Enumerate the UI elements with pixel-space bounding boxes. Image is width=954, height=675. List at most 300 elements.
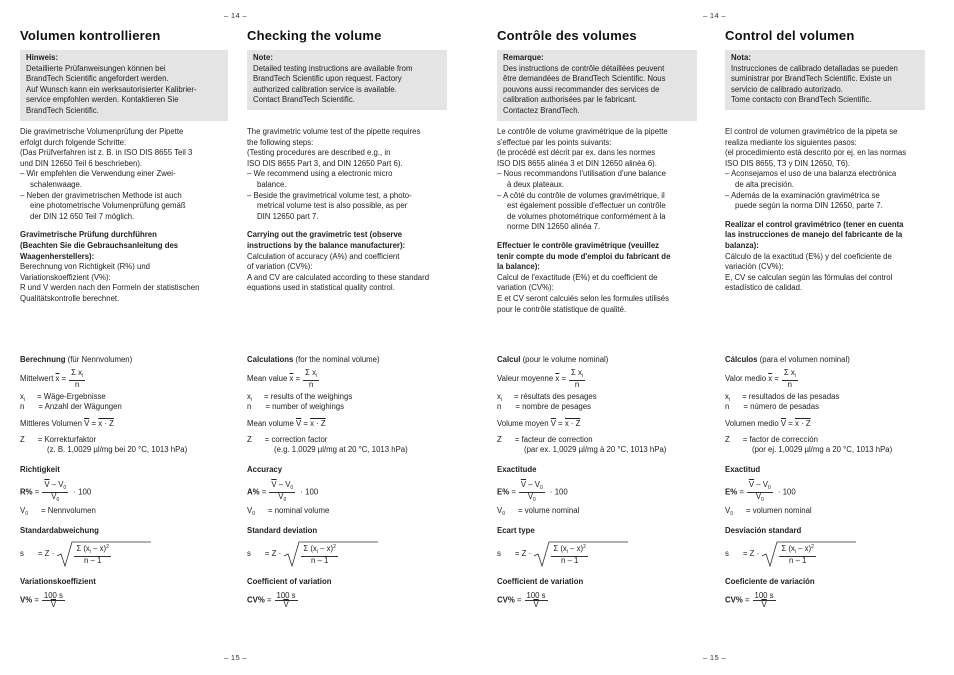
formula-text: $\overline{V}$ <box>550 419 556 428</box>
procedure-line: A and CV are calculated according to these standard <box>247 272 430 282</box>
n-symbol: n <box>497 402 502 411</box>
formula-text: n <box>574 380 580 389</box>
formula-text: = <box>561 374 567 384</box>
calculation-heading: Calculations <box>247 355 294 364</box>
formula-text: = <box>788 419 793 428</box>
formula-text: = <box>264 549 270 559</box>
formula-text: x · Z <box>98 419 114 428</box>
note-line: Auf Wunsch kann ein werksautorisierter Kalibrier- <box>26 84 197 94</box>
xi-description: = Wäge-Ergebnisse <box>37 392 106 401</box>
formula-text: 0 <box>283 497 287 503</box>
z-description: = correction factor <box>264 435 328 444</box>
z-example-line <box>247 445 408 455</box>
mean-volume-formula <box>497 419 580 429</box>
formula-text: 100 s <box>754 591 774 600</box>
formula-text: 0 <box>730 511 733 517</box>
section-title: Volumen kontrollieren <box>20 28 161 43</box>
calc-heading <box>20 355 132 365</box>
radical-sign-icon <box>761 541 857 567</box>
procedure-heading-line: Gravimetrische Prüfung durchführen <box>20 230 157 240</box>
v0-line <box>20 506 96 519</box>
note-line: Tome contacto con BrandTech Scientific. <box>731 95 872 105</box>
bullet-line: à deux plateaux. <box>507 179 565 189</box>
accuracy-fraction <box>747 481 773 504</box>
note-heading: Note: <box>253 53 273 62</box>
accuracy-heading <box>247 465 282 475</box>
bullet-line: – Neben der gravimetrischen Methode ist auch <box>20 190 182 200</box>
formula-text: = <box>61 374 67 384</box>
procedure-heading-line: las instrucciones de manejo del fabricante de la <box>725 230 903 240</box>
x-symbol: x <box>497 392 501 401</box>
section-title: Checking the volume <box>247 28 382 43</box>
formula-text: = <box>266 595 272 605</box>
formula-text: · <box>777 487 781 497</box>
formula-text: Σ (x <box>303 544 317 553</box>
mean-volume-label: Volume moyen <box>497 419 549 428</box>
note-box <box>725 50 925 110</box>
z-line <box>497 435 593 445</box>
formula-text: $\overline{V}$ <box>271 480 277 489</box>
sd-formula <box>725 541 857 567</box>
note-heading: Hinweis: <box>26 53 59 62</box>
bullet-line: de volumes photométrique conformément à la <box>507 211 666 221</box>
sd-heading <box>20 526 99 536</box>
x-symbol: x <box>725 392 729 401</box>
formula-text: V <box>755 492 762 501</box>
formula-text: i <box>89 549 91 555</box>
formula-text: i <box>581 373 584 379</box>
formula-text: 0 <box>63 485 67 491</box>
calculation-subheading: (pour le volume nominal) <box>520 355 609 364</box>
formula-text: = <box>739 487 744 497</box>
v0-symbol: V <box>725 506 731 515</box>
standard-deviation-heading: Ecart type <box>497 526 535 535</box>
formula-text: 2 <box>811 544 814 550</box>
note-line: BrandTech Scientific angefordert werden. <box>26 74 169 84</box>
accuracy-fraction <box>519 481 545 504</box>
intro-line: und DIN 12650 Teil 6 beschrieben). <box>20 158 143 168</box>
intro-line: realiza mediante los siguientes pasos: <box>725 137 857 147</box>
bullet-line: norme DIN 12650 alinéa 7. <box>507 222 601 232</box>
note-box <box>497 50 697 121</box>
procedure-line: Berechnung von Richtigkeit (R%) und <box>20 262 151 272</box>
accuracy-heading <box>20 465 60 475</box>
note-heading: Remarque: <box>503 53 544 62</box>
n-description: = number of weighings <box>265 402 345 411</box>
n-line <box>247 402 344 412</box>
accuracy-heading: Exactitud <box>725 465 761 474</box>
formula-text: i <box>566 549 568 555</box>
n-description: = nombre de pesages <box>515 402 591 411</box>
z-example: (e.g. 1.0029 µl/mg at 20 °C, 1013 hPa) <box>274 445 408 454</box>
mean-fraction <box>782 369 798 389</box>
intro-line: (el procedimiento está descrito por ej. en las normas <box>725 148 907 158</box>
n-line <box>20 402 122 412</box>
z-line <box>20 435 96 445</box>
formula-text: n – 1 <box>310 556 329 565</box>
calculation-heading: Calcul <box>497 355 521 364</box>
calculation-subheading: (para el volumen nominal) <box>757 355 850 364</box>
sd-formula <box>247 541 379 567</box>
v0-line <box>497 506 579 519</box>
note-heading: Nota: <box>731 53 751 62</box>
page-number-bottom-left: – 15 – <box>224 653 247 662</box>
bullet-line: puede según la norma DIN 12650, parte 7. <box>735 201 883 211</box>
page-number-top-left: – 14 – <box>224 11 247 20</box>
formula-text: V <box>283 600 289 609</box>
cv-fraction <box>525 592 548 609</box>
formula-text: x · Z <box>795 419 811 428</box>
formula-text: – x) <box>795 544 812 553</box>
s-symbol: s <box>247 549 251 559</box>
mean-volume-formula <box>725 419 811 429</box>
formula-text: = <box>774 374 779 384</box>
cv-fraction <box>275 592 298 609</box>
n-description: = Anzahl der Wägungen <box>38 402 122 411</box>
procedure-heading-line: Realizar el control gravimétrico (tener en cuenta <box>725 219 904 229</box>
z-line <box>247 435 327 445</box>
intro-line: El control de volumen gravimétrico de la pipeta se <box>725 127 898 136</box>
z-description: = facteur de correction <box>514 435 593 444</box>
formula-text: = <box>744 595 750 605</box>
procedure-line: Qualitätskontrolle berechnet. <box>20 293 120 303</box>
mean-formula <box>20 369 88 389</box>
formula-text: – <box>278 480 284 489</box>
formula-text: i <box>728 397 731 403</box>
z-example-line <box>20 445 187 455</box>
sd-heading <box>725 526 801 536</box>
formula-text: = <box>34 487 40 497</box>
procedure-heading-line: instructions by the balance manufacturer): <box>247 240 406 250</box>
formula-text: 2 <box>333 544 336 550</box>
calculation-subheading: (for the nominal volume) <box>293 355 380 364</box>
cv-fraction <box>753 592 776 609</box>
mean-volume-label: Mittleres Volumen <box>20 419 82 428</box>
square-root <box>283 541 379 567</box>
formula-text: 100 <box>305 487 319 497</box>
bullet-line: – We recommend using a electronic micro <box>247 169 393 179</box>
formula-text: 0 <box>533 497 536 503</box>
page-number-top-right: – 14 – <box>703 11 726 20</box>
accuracy-heading <box>497 465 536 475</box>
cv-symbol: V% <box>20 595 33 605</box>
calculation-heading: Berechnung <box>20 355 66 364</box>
z-symbol: Z <box>247 435 252 444</box>
formula-text: i <box>82 373 84 379</box>
note-line: authorized calibration service is available. <box>253 84 397 94</box>
formula-text: n <box>787 380 793 389</box>
formula-text: Σ x <box>71 368 83 377</box>
accuracy-fraction <box>269 481 295 504</box>
formula-text: i <box>250 397 253 403</box>
column-french <box>497 0 707 675</box>
procedure-heading-line: Carrying out the gravimetric test (observe <box>247 230 403 240</box>
mean-label: Mean value <box>247 374 288 384</box>
procedure-line: Calcul de l'exactitude (E%) et du coefficient de <box>497 272 658 282</box>
formula-text: $\overline{V}$ <box>295 419 302 428</box>
formula-text: n <box>308 380 314 389</box>
procedure-line: R und V werden nach den Formeln der statistischen <box>20 283 200 293</box>
z-example-line <box>497 445 666 455</box>
v0-symbol: V <box>497 506 503 515</box>
note-line: Instrucciones de calibrado detalladas se pueden <box>731 63 898 73</box>
s-symbol: s <box>20 549 24 559</box>
formula-text: Z · <box>44 549 55 559</box>
intro-line: the following steps: <box>247 137 314 147</box>
v0-description: = volume nominal <box>517 506 580 515</box>
standard-deviation-heading: Standardabweichung <box>20 526 99 535</box>
cv-heading <box>497 577 583 587</box>
procedure-heading-line: la balance): <box>497 262 540 272</box>
square-root <box>533 541 629 567</box>
sd-formula <box>497 541 629 567</box>
procedure-line: equations used in statistical quality control. <box>247 283 395 293</box>
formula-text: V <box>527 492 534 501</box>
formula-text: – <box>528 480 533 489</box>
formula-text: $\overline{V}$ <box>780 419 787 428</box>
standard-deviation-heading: Standard deviation <box>247 526 318 535</box>
v0-line <box>725 506 812 519</box>
z-example-line <box>725 445 892 455</box>
formula-text: – x) <box>567 544 584 553</box>
z-symbol: Z <box>497 435 502 444</box>
bullet-line: – A côté du contrôle de volumes gravimétrique, il <box>497 190 665 200</box>
formula-text: $\overline{V}$ <box>84 419 90 428</box>
note-line: Contact BrandTech Scientific. <box>253 95 355 105</box>
intro-line: s'effectue par les points suivants: <box>497 137 612 147</box>
bullet-line: – Aconsejamos el uso de una balanza electrónica <box>725 169 897 179</box>
formula-text: V <box>761 600 767 609</box>
note-line: pouvons aussi recommander des services de <box>503 84 660 94</box>
formula-text: $\overline{V}$ <box>520 480 527 489</box>
sd-formula <box>20 541 152 567</box>
procedure-line: pour le contrôle statistique de qualité. <box>497 304 627 314</box>
formula-text: = <box>558 419 563 428</box>
formula-text: Z · <box>521 549 532 559</box>
formula-text: Σ x <box>305 368 317 377</box>
formula-text: V <box>58 480 64 489</box>
bullet-line: de alta precisión. <box>735 179 794 189</box>
mean-volume-label: Volumen medio <box>725 419 779 428</box>
procedure-heading-line: Waagenherstellers): <box>20 251 95 261</box>
n-symbol: n <box>20 402 25 411</box>
formula-text: i <box>794 373 796 379</box>
formula-text: i <box>316 549 318 555</box>
calc-heading <box>497 355 608 365</box>
note-box <box>20 50 228 121</box>
column-spanish <box>725 0 935 675</box>
formula-text: 0 <box>56 497 60 503</box>
formula-text: V <box>285 480 291 489</box>
column-english <box>247 0 457 675</box>
procedure-heading-line: (Beachten Sie die Gebrauchsanleitung des <box>20 240 179 250</box>
x-symbol: x <box>247 392 251 401</box>
v0-description: = volumen nominal <box>745 506 812 515</box>
s-symbol: s <box>725 549 729 559</box>
mean-fraction <box>569 369 585 389</box>
mean-label: Valor medio <box>725 374 767 384</box>
x-symbol: x <box>20 392 24 401</box>
mean-fraction <box>69 369 85 389</box>
note-line: être demandées de BrandTech Scientific. Nous <box>503 74 666 84</box>
square-root <box>56 541 152 567</box>
square-root <box>761 541 857 567</box>
formula-text: i <box>316 373 318 379</box>
formula-text: = <box>295 374 301 384</box>
accuracy-symbol: E% <box>725 487 738 497</box>
bullet-line: metrical volume test is also possible, as per <box>257 201 408 211</box>
formula-text: x · Z <box>310 419 326 428</box>
formula-text: = <box>261 487 267 497</box>
formula-text: Σ (x <box>781 544 795 553</box>
formula-text: V <box>50 600 57 609</box>
x-bar: $\overline{x}$ <box>289 374 294 384</box>
bullet-line: balance. <box>257 179 287 189</box>
radical-sign-icon <box>533 541 629 567</box>
accuracy-formula <box>725 481 796 504</box>
formula-text: = <box>34 595 39 605</box>
formula-text: = <box>511 487 516 497</box>
formula-text: = <box>91 419 97 428</box>
formula-text: 100 <box>782 487 796 497</box>
page-number-bottom-right: – 15 – <box>703 653 726 662</box>
intro-line: The gravimetric volume test of the pipette requires <box>247 127 421 136</box>
accuracy-symbol: A% <box>247 487 260 497</box>
formula-text: Z · <box>271 549 282 559</box>
intro-line: (Das Prüfverfahren ist z. B. in ISO DIS 8655 Teil 3 <box>20 148 193 158</box>
intro-line: erfolgt durch folgende Schritte: <box>20 137 127 147</box>
formula-text: $\overline{V}$ <box>44 480 50 489</box>
formula-text: = <box>37 549 43 559</box>
calc-heading <box>247 355 380 365</box>
formula-text: i <box>500 397 503 403</box>
formula-text: 2 <box>106 544 109 550</box>
intro-line: ISO DIS 8655, T3 y DIN 12650, T6). <box>725 158 850 168</box>
formula-text: Σ x <box>783 368 795 377</box>
formula-text: 2 <box>583 544 586 550</box>
formula-text: V <box>762 480 768 489</box>
accuracy-heading: Accuracy <box>247 465 283 474</box>
intro-line: ISO DIS 8655 Part 3, and DIN 12650 Part 6). <box>247 158 403 168</box>
bullet-line: est également possible d'effectuer un contrôle <box>507 201 666 211</box>
mean-volume-formula <box>20 419 114 429</box>
formula-text: 0 <box>252 511 255 517</box>
v0-description: = nominal volume <box>267 506 330 515</box>
note-line: Detaillierte Prüfanweisungen können bei <box>26 63 166 73</box>
mean-formula <box>725 369 801 389</box>
formula-text: = <box>303 419 308 428</box>
cv-fraction <box>42 592 65 609</box>
formula-text: – <box>51 480 57 489</box>
formula-text: i <box>23 397 26 403</box>
v0-line <box>247 506 329 519</box>
accuracy-fraction <box>42 481 68 504</box>
xi-description: = resultados de las pesadas <box>742 392 840 401</box>
section-title: Contrôle des volumes <box>497 28 637 43</box>
formula-text: n <box>75 380 80 389</box>
mean-label: Mittelwert <box>20 374 54 384</box>
procedure-line: Cálculo de la exactitud (E%) y del coeficiente de <box>725 251 892 261</box>
procedure-heading-line: tenir compte du mode d'emploi du fabricant de <box>497 251 671 261</box>
s-symbol: s <box>497 549 501 559</box>
body-text <box>247 127 457 294</box>
cv-symbol: CV% <box>725 595 743 605</box>
note-line: BrandTech Scientific. <box>26 105 99 115</box>
formula-text: Σ x <box>571 368 582 377</box>
intro-line: (Testing procedures are described e.g., in <box>247 148 391 158</box>
formula-text: n – 1 <box>83 556 102 565</box>
formula-text: i <box>794 549 796 555</box>
xi-description: = results of the weighings <box>264 392 353 401</box>
cv-heading: Coeficiente de variación <box>725 577 815 586</box>
formula-text: 0 <box>502 511 505 517</box>
calculation-heading: Cálculos <box>725 355 758 364</box>
formula-text: 100 s <box>276 591 296 600</box>
procedure-line: Variationskoeffizient (V%): <box>20 272 111 282</box>
cv-heading: Variationskoeffizient <box>20 577 96 586</box>
cv-heading <box>725 577 815 587</box>
note-line: Detailed testing instructions are available from <box>253 63 413 73</box>
formula-text: 0 <box>25 511 28 517</box>
formula-text: 0 <box>761 497 764 503</box>
n-description: = número de pesadas <box>743 402 819 411</box>
mean-formula <box>497 369 588 389</box>
z-example: (por ej. 1,0029 µl/mg a 20 °C, 1013 hPa) <box>752 445 893 454</box>
note-line: Contactez BrandTech. <box>503 105 580 115</box>
accuracy-symbol: E% <box>497 487 510 497</box>
bullet-line: DIN 12650 part 7. <box>257 211 319 221</box>
cv-heading: Coefficient of variation <box>247 577 332 586</box>
v0-symbol: V <box>247 506 253 515</box>
cv-heading <box>20 577 96 587</box>
procedure-line: estadístico de calidad. <box>725 283 803 293</box>
cv-formula <box>20 592 68 609</box>
procedure-heading-line: Effectuer le contrôle gravimétrique (veuillez <box>497 240 660 250</box>
formula-text: V <box>278 492 284 501</box>
intro-line: ISO DIS 8655 alinéa 3 et DIN 12650 alinéa 6). <box>497 158 657 168</box>
note-line: calibration authorisées par le fabricant. <box>503 95 637 105</box>
formula-text: – x) <box>90 544 107 553</box>
formula-text: $\overline{V}$ <box>748 480 755 489</box>
bullet-line: schalenwaage. <box>30 179 83 189</box>
cv-formula <box>497 592 551 609</box>
calc-heading <box>725 355 850 365</box>
x-bar: $\overline{x}$ <box>555 374 560 384</box>
formula-text: – <box>756 480 761 489</box>
n-symbol: n <box>725 402 730 411</box>
formula-text: V <box>533 600 539 609</box>
mean-formula <box>247 369 322 389</box>
v0-description: = Nennvolumen <box>40 506 96 515</box>
note-line: BrandTech Scientific upon request. Factory <box>253 74 402 84</box>
note-box <box>247 50 447 110</box>
formula-text: 100 <box>554 487 568 497</box>
intro-line: Die gravimetrische Volumenprüfung der Pipette <box>20 127 184 136</box>
procedure-heading-line: balanza): <box>725 240 759 250</box>
n-symbol: n <box>247 402 252 411</box>
procedure-line: variation (CV%): <box>497 283 554 293</box>
formula-text: · <box>549 487 553 497</box>
section-title: Control del volumen <box>725 28 855 43</box>
formula-text: = <box>514 549 520 559</box>
formula-text: 0 <box>290 485 294 491</box>
procedure-line: of variation (CV%): <box>247 262 313 272</box>
cv-heading: Coefficient de variation <box>497 577 584 586</box>
formula-text: 0 <box>539 485 543 491</box>
formula-text: 100 s <box>43 591 63 600</box>
formula-text: – x) <box>317 544 334 553</box>
n-line <box>725 402 819 412</box>
